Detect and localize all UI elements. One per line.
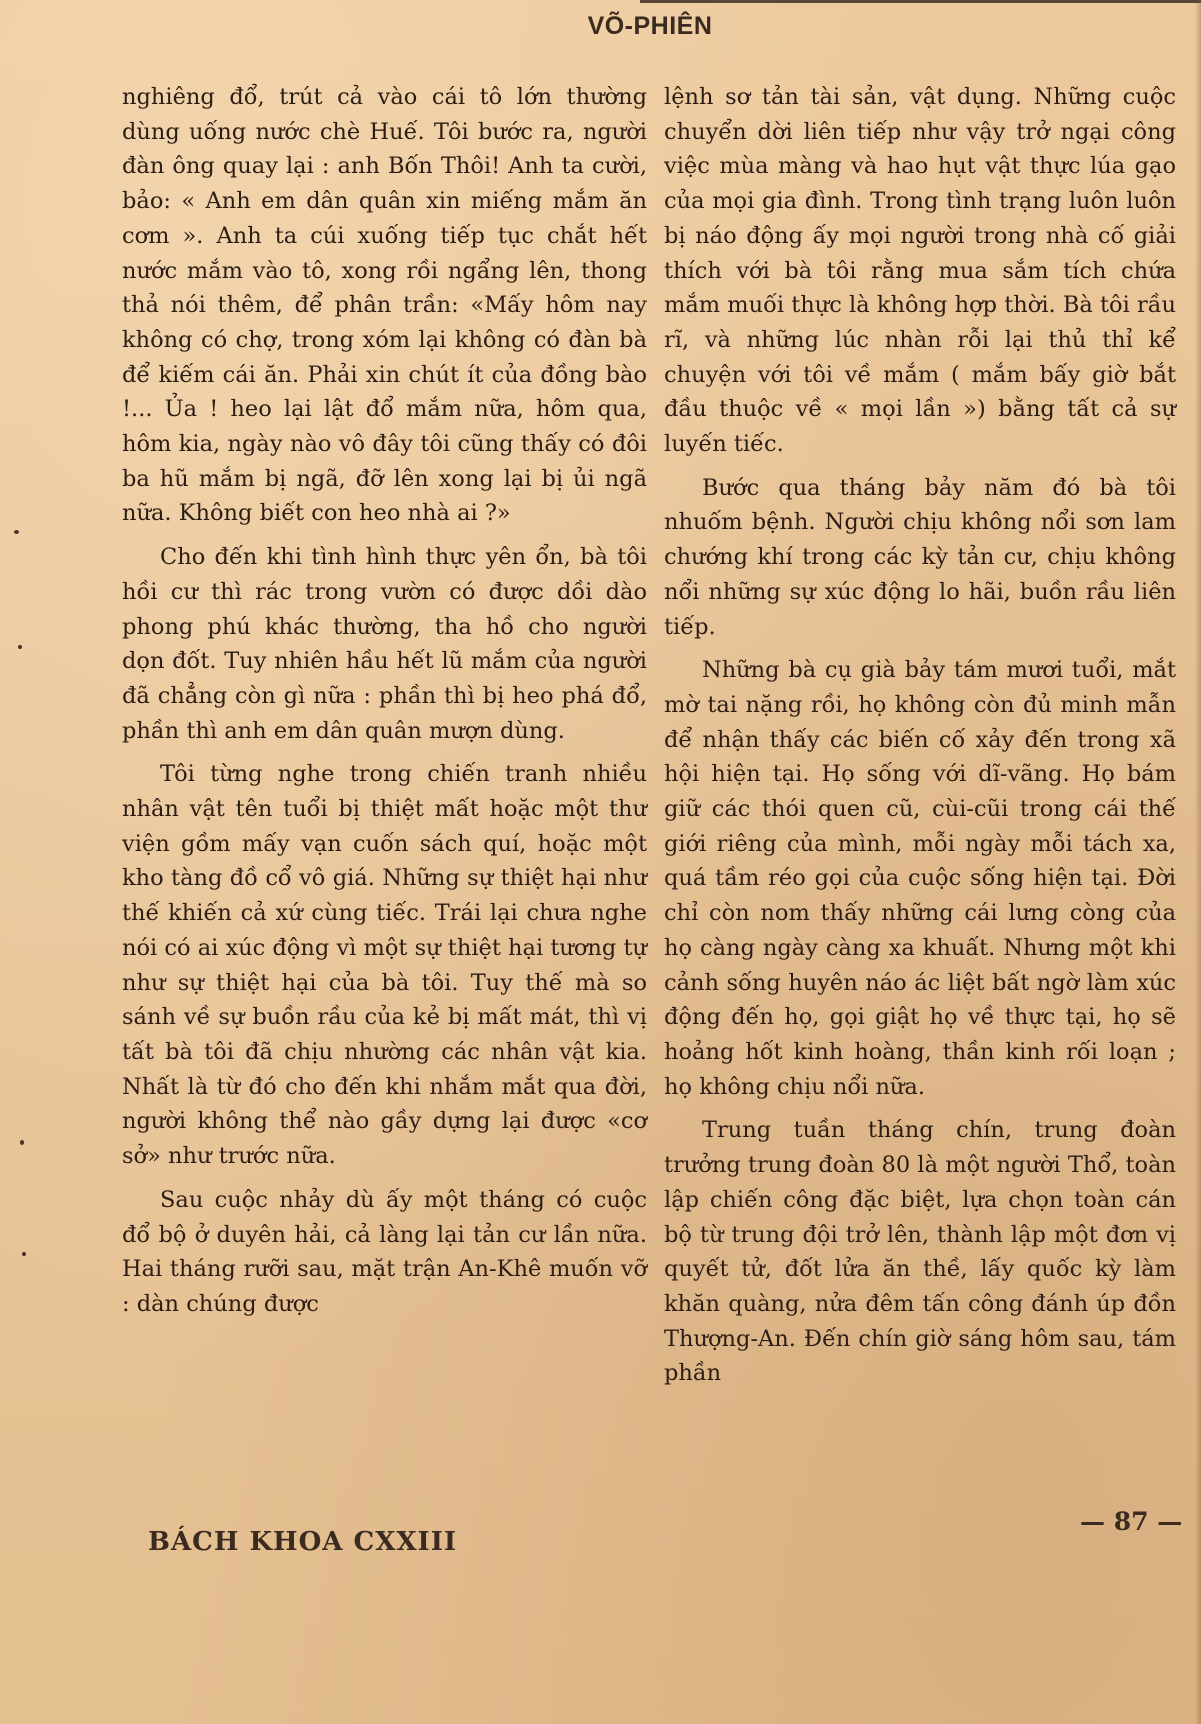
left-text-column (122, 80, 647, 1331)
right-paragraph-4: Trung tuần tháng chín, trung đoàn trưởng trung đoàn 80 là một người Thổ, toàn lập chiến công đặc biệt, lựa chọn toàn cán bộ từ trung đội trở lên, thành lập một đơn vị quyết tử, đốt lửa ăn thề, lấy quốc kỳ làm khăn quàng, nửa đêm tấn công đánh úp đồn Thượng-An. Đến chín giờ sáng hôm sau, tám phần (664, 1117, 1176, 1387)
left-paragraph-2: Cho đến khi tình hình thực yên ổn, bà tôi hồi cư thì rác trong vườn có được dồi dào phong phú khác thường, tha hồ cho người dọn đốt. Tuy nhiên hầu hết lũ mắm của người đã chẳng còn gì nữa : phần thì bị heo phá đổ, phần thì anh em dân quân mượn dùng. (122, 544, 647, 744)
margin-speck (14, 530, 19, 534)
right-paragraph-1: lệnh sơ tản tài sản, vật dụng. Những cuộc chuyển dời liên tiếp như vậy trở ngại công việc mùa màng và hao hụt vật thực lúa gạo của mọi gia đình. Trong tình trạng luôn luôn bị náo động ấy mọi người trong nhà cố giải thích với bà tôi rằng mua sắm tích chứa mắm muối thực là không hợp thời. Bà tôi rầu rĩ, và những lúc nhàn rỗi lại thủ thỉ kể chuyện với tôi về mắm ( mắm bấy giờ bắt đầu thuộc về « mọi lần ») bằng tất cả sự luyến tiếc. (664, 84, 1176, 458)
page-edge-shadow (1195, 0, 1201, 1724)
left-paragraph-1: nghiêng đổ, trút cả vào cái tô lớn thường dùng uống nước chè Huế. Tôi bước ra, người đàn ông quay lại : anh Bốn Thôi! Anh ta cười, bảo: « Anh em dân quân xin miếng mắm ăn cơm ». Anh ta cúi xuống tiếp tục chắt hết nước mắm vào tô, xong rồi ngẩng lên, thong thả nói thêm, để phân trần: «Mấy hôm nay không có chợ, trong xóm lại không có đàn bà để kiếm cái ăn. Phải xin chút ít của đồng bào !... Ủa ! heo lại lật đổ mắm nữa, hôm qua, hôm kia, ngày nào vô đây tôi cũng thấy có đôi ba hũ mắm bị ngã, đỡ lên xong lại bị ủi ngã nữa. Không biết con heo nhà ai ?» (122, 84, 647, 527)
left-paragraph-4: Sau cuộc nhảy dù ấy một tháng có cuộc đổ bộ ở duyên hải, cả làng lại tản cư lần nữa. Hai tháng rưỡi sau, mặt trận An-Khê muốn vỡ : dàn chúng được (122, 1186, 647, 1317)
page-number: — 87 — (1080, 1507, 1183, 1536)
margin-speck (20, 1140, 24, 1145)
right-text-column (664, 80, 1176, 1400)
right-paragraph-2: Bước qua tháng bảy năm đó bà tôi nhuốm bệnh. Người chịu không nổi sơn lam chướng khí trong các kỳ tản cư, chịu không nổi những sự xúc động lo hãi, buồn rầu liên tiếp. (664, 474, 1176, 640)
running-head: VÕ-PHIÊN (587, 12, 713, 40)
magazine-issue-title: BÁCH KHOA CXXIII (148, 1527, 458, 1557)
margin-speck (22, 1252, 26, 1256)
left-paragraph-3: Tôi từng nghe trong chiến tranh nhiều nhân vật tên tuổi bị thiệt mất hoặc một thư viện gồm mấy vạn cuốn sách quí, hoặc một kho tàng đồ cổ vô giá. Những sự thiệt hại như thế khiến cả xứ cùng tiếc. Trái lại chưa nghe nói có ai xúc động vì một sự thiệt hại tương tự như sự thiệt hại của bà tôi. Tuy thế mà so sánh về sự buồn rầu của kẻ bị mất mát, thì vị tất bà tôi đã chịu nhường các nhân vật kia. Nhất là từ đó cho đến khi nhắm mắt qua đời, người không thể nào gầy dựng lại được «cơ sở» như trước nữa. (122, 761, 647, 1170)
right-paragraph-3: Những bà cụ già bảy tám mươi tuổi, mắt mờ tai nặng rồi, họ không còn đủ minh mẫn để nhận thấy các biến cố xảy đến trong xã hội hiện tại. Họ sống với dĩ-vãng. Họ bám giữ các thói quen cũ, cùi-cũi trong cái thế giới riêng của mình, mỗi ngày mỗi tách xa, quá tầm réo gọi của cuộc sống hiện tại. Đời chỉ còn nom thấy những cái lưng còng của họ càng ngày càng xa khuất. Nhưng một khi cảnh sống huyên náo ác liệt bất ngờ làm xúc động đến họ, gọi giật họ về thực tại, họ sẽ hoảng hốt kinh hoàng, thần kinh rối loạn ; họ không chịu nổi nữa. (664, 657, 1176, 1100)
top-rule (640, 0, 1201, 3)
margin-speck (18, 645, 22, 649)
